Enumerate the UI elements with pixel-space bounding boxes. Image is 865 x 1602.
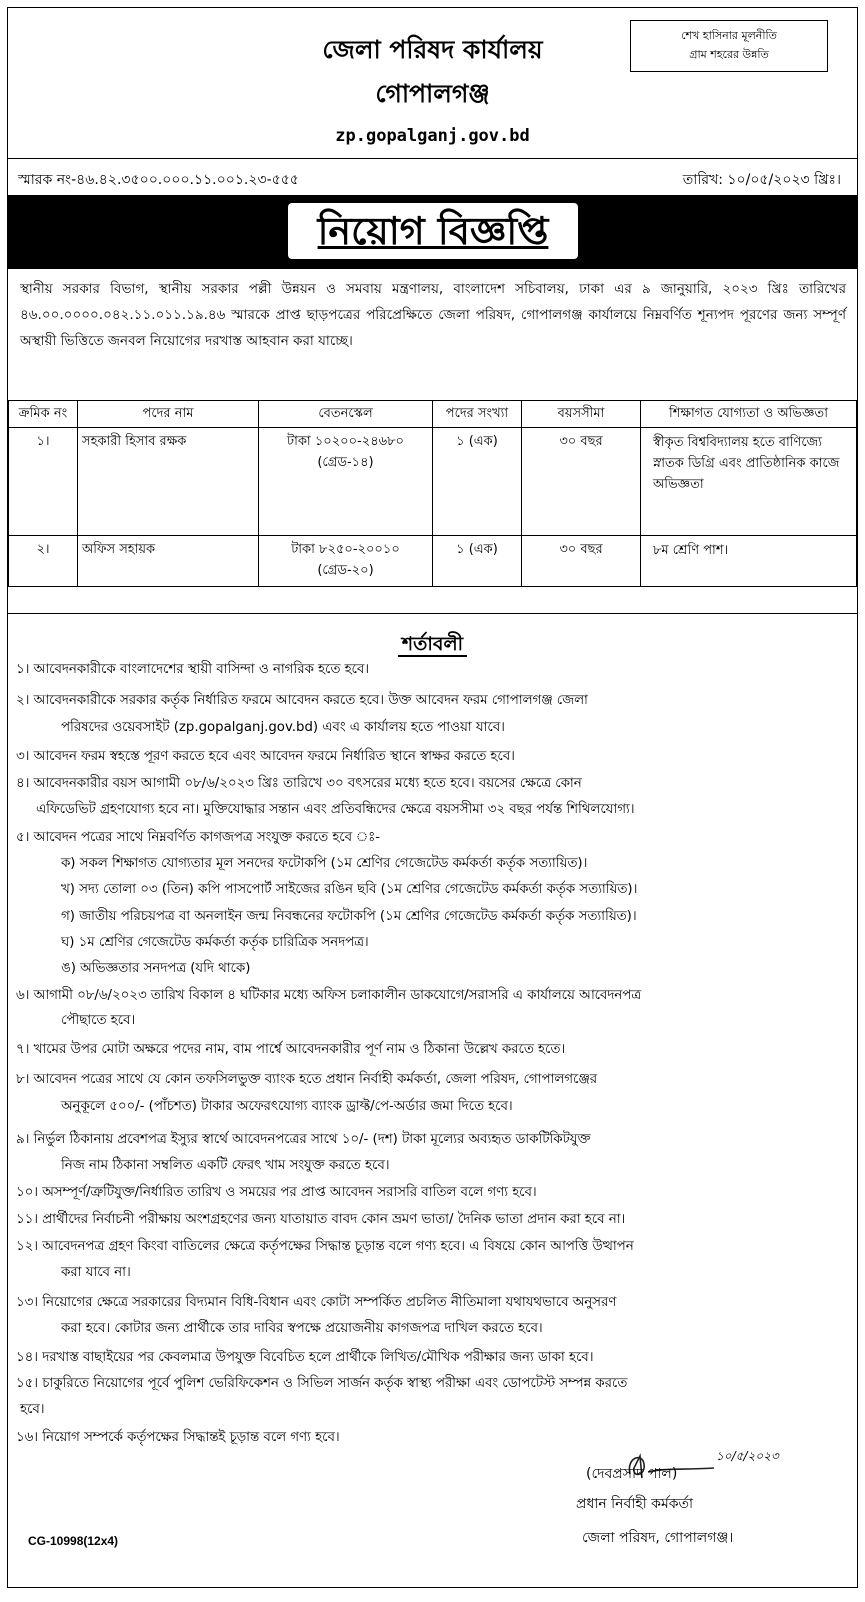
row-age: ৩০ বছর	[522, 536, 641, 587]
signatory-organization: জেলা পরিষদ, গোপালগঞ্জ।	[582, 1530, 734, 1546]
row-grade: (গ্রেড-২০)	[317, 563, 374, 578]
term-5-gha: ঘ) ১ম শ্রেণির গেজেটেড কর্মকর্তা কর্তৃক চারিত্রিক সনদপত্র।	[61, 935, 369, 950]
col-qualification: শিক্ষাগত যোগ্যতা ও অভিজ্ঞতা	[641, 401, 857, 428]
issue-date: তারিখ: ১০/০৫/২০২৩ খ্রিঃ।	[682, 172, 841, 188]
col-serial: ক্রমিক নং	[9, 401, 78, 428]
col-age: বয়সসীমা	[522, 401, 641, 428]
term-9-line-1: ৯। নির্ভুল ঠিকানায় প্রবেশপত্র ইস্যুর স্বার্থে আবেদনপত্রের সাথে ১০/- (দশ) টাকা মূল্যের অব্যহৃত ডাকটিকিটযুক্ত	[16, 1132, 591, 1147]
term-5-kha: খ) সদ্য তোলা ০৩ (তিন) কপি পাসপোর্ট সাইজের রঙিন ছবি (১ম শ্রেণির গেজেটেড কর্মকর্তা কর্তৃক সত্যায়িত)।	[61, 882, 638, 897]
term-10: ১০। অসম্পূর্ণ/ত্রুটিযুক্ত/নির্ধারিত তারিখ ও সময়ের পর প্রাপ্ত আবেদন সরাসরি বাতিল বলে গণ্য হবে।	[16, 1185, 537, 1200]
table-header-row	[9, 401, 857, 428]
table-row	[9, 536, 857, 587]
website: zp.gopalganj.gov.bd	[335, 126, 530, 146]
term-15-line-1: ১৫। চাকুরিতে নিয়োগের পূর্বে পুলিশ ভেরিফিকেশন ও সিভিল সার্জন কর্তৃক স্বাস্থ্য পরীক্ষা এবং ডোপটেস্ট সম্পন্ন করতে	[16, 1376, 628, 1391]
job-circular-document	[7, 7, 858, 1588]
signatory-name: (দেবপ্রসাদ পাল)	[586, 1466, 678, 1482]
term-13-line-2: করা হবে। কোটার জন্য প্রার্থীকে তার দাবির স্বপক্ষে প্রয়োজনীয় কাগজপত্র দাখিল করতে হবে।	[61, 1321, 543, 1336]
table-divider	[8, 613, 857, 614]
title-banner	[8, 195, 857, 269]
col-count: পদের সংখ্যা	[433, 401, 522, 428]
memo-number: স্মারক নং-৪৬.৪২.৩৫০০.০০০.১১.০০১.২৩-৫৫৫	[18, 172, 299, 188]
notice-title: নিয়োগ বিজ্ঞপ্তি	[288, 203, 578, 259]
terms-heading-text: শর্তাবলী	[398, 633, 467, 657]
office-name: জেলা পরিষদ কার্যালয়	[322, 35, 543, 64]
term-7: ৭। খামের উপর মোটা অক্ষরে পদের নাম, বাম পার্শ্বে আবেদনকারীর পূর্ণ নাম ও ঠিকানা উল্লেখ করতে হতে।	[16, 1042, 566, 1057]
term-6-line-2: পৌছাতে হবে।	[61, 1013, 136, 1028]
intro-paragraph: স্থানীয় সরকার বিভাগ, স্থানীয় সরকার পল্লী উন্নয়ন ও সমবায় মন্ত্রণালয়, বাংলাদেশ সচিবালয়, ঢাকা এর ৯ জানুয়ারি, ২০২৩ খ্রিঃ তারিখের ৪৬.০০.০০০০.০৪২.১১.০১১.১৯.৪৬ স্মারকে প্রাপ্ত ছাড়পত্রের পরিপ্রেক্ষিতে জেলা পরিষদ, গোপালগঞ্জ কার্যালয়ে নিম্নবর্ণিত শূন্যপদ পূরণের জন্য সম্পূর্ণ অস্থায়ী ভিত্তিতে জনবল নিয়োগের দরখাস্ত আহবান করা যাচ্ছে।	[20, 281, 846, 349]
term-6-line-1: ৬। আগামী ০৮/৬/২০২৩ তারিখ বিকাল ৪ ঘটিকার মধ্যে অফিস চলাকালীন ডাকযোগে/সরাসরি এ কার্যালয়ে আবেদনপত্র	[16, 988, 642, 1003]
footer-code: CG-10998(12x4)	[28, 1534, 119, 1548]
col-scale: বেতনস্কেল	[259, 401, 433, 428]
row-age: ৩০ বছর	[522, 428, 641, 536]
term-3: ৩। আবেদন ফরম স্বহস্তে পূরণ করতে হবে এবং আবেদন ফরমে নির্ধারিত স্থানে স্বাক্ষর করতে হবে।	[16, 749, 515, 764]
term-9-line-2: নিজ নাম ঠিকানা সম্বলিত একটি ফেরৎ খাম সংযুক্ত করতে হবে।	[61, 1158, 390, 1173]
header-divider	[8, 158, 857, 159]
term-5-ka: ক) সকল শিক্ষাগত যোগ্যতার মূল সনদের ফটোকপি (১ম শ্রেণির গেজেটেড কর্মকর্তা কর্তৃক সত্যায়িত)।	[61, 856, 588, 871]
col-post: পদের নাম	[78, 401, 259, 428]
term-8-line-2: অনুকূলে ৫০০/- (পাঁচশত) টাকার অফেরৎযোগ্য ব্যাংক ড্রাফ্ট/পে-অর্ডার জমা দিতে হবে।	[61, 1099, 513, 1114]
row-post: অফিস সহায়ক	[78, 536, 259, 587]
term-2-line-1: ২। আবেদনকারীকে সরকার কর্তৃক নির্ধারিত ফরমে আবেদন করতে হবে। উক্ত আবেদন ফরম গোপালগঞ্জ জেলা	[16, 693, 588, 708]
motto-line-2: গ্রাম শহরের উন্নতি	[689, 48, 769, 61]
term-5-ga: গ) জাতীয় পরিচয়পত্র বা অনলাইন জন্ম নিবন্ধনের ফটোকপি (১ম শ্রেণির গেজেটেড কর্মকর্তা কর্তৃক সত্যায়িত)।	[61, 909, 637, 924]
row-grade: (গ্রেড-১৪)	[317, 455, 374, 470]
row-serial: ১।	[9, 428, 78, 536]
row-serial: ২।	[9, 536, 78, 587]
row-scale-amount: টাকা ১০২০০-২৪৬৮০	[286, 434, 405, 449]
term-1: ১। আবেদনকারীকে বাংলাদেশের স্থায়ী বাসিন্দা ও নাগরিক হতে হবে।	[16, 662, 370, 677]
handwritten-date: ১০/৫/২০২৩	[716, 1449, 779, 1463]
row-scale-amount: টাকা ৮২৫০-২০০১০	[291, 542, 400, 557]
term-14: ১৪। দরখাস্ত বাছাইয়ের পর কেবলমাত্র উপযুক্ত বিবেচিত হলে প্রার্থীকে লিখিত/মৌখিক পরীক্ষার জন্য ডাকা হবে।	[16, 1350, 594, 1365]
signatory-designation: প্রধান নির্বাহী কর্মকর্তা	[576, 1496, 694, 1512]
row-count: ১ (এক)	[433, 536, 522, 587]
term-12-line-1: ১২। আবেদনপত্র গ্রহণ কিংবা বাতিলের ক্ষেত্রে কর্তৃপক্ষের সিদ্ধান্ত চূড়ান্ত বলে গণ্য হবে। এ বিষয়ে কোন আপত্তি উত্থাপন	[16, 1239, 634, 1254]
term-5: ৫। আবেদন পত্রের সাথে নিম্নবর্ণিত কাগজপত্র সংযুক্ত করতে হবে ঃ-	[16, 830, 381, 845]
term-4-line-1: ৪। আবেদনকারীর বয়স আগামী ০৮/৬/২০২৩ খ্রিঃ তারিখে ৩০ বৎসরের মধ্যে হতে হবে। বয়সের ক্ষেত্রে কোন	[16, 776, 582, 791]
row-scale	[259, 536, 433, 587]
table-row	[9, 428, 857, 536]
term-2-line-2: পরিষদের ওয়েবসাইট (zp.gopalganj.gov.bd) এবং এ কার্যালয় হতে পাওয়া যাবে।	[61, 720, 505, 735]
term-11: ১১। প্রার্থীদের নির্বাচনী পরীক্ষায় অংশগ্রহণের জন্য যাতায়াত বাবদ কোন ভ্রমণ ভাতা/ দৈনিক ভাতা প্রদান করা হবে না।	[16, 1212, 626, 1227]
term-5-uma: ঙ) অভিজ্ঞতার সনদপত্র (যদি থাকে)	[61, 961, 251, 976]
vacancy-table	[8, 400, 857, 587]
district-name: গোপালগঞ্জ	[375, 79, 490, 108]
term-8-line-1: ৮। আবেদন পত্রের সাথে যে কোন তফসিলভুক্ত ব্যাংক হতে প্রধান নির্বাহী কর্মকর্তা, জেলা পরিষদ, গোপালগঞ্জের	[16, 1072, 598, 1087]
term-15-line-2: হবে।	[20, 1402, 45, 1417]
row-count: ১ (এক)	[433, 428, 522, 536]
term-4-line-2: এফিডেভিট গ্রহণযোগ্য হবে না। মুক্তিযোদ্ধার সন্তান এবং প্রতিবন্ধিদের ক্ষেত্রে বয়সসীমা ৩২ বছর পর্যন্ত শিথিলযোগ্য।	[36, 802, 635, 817]
term-13-line-1: ১৩। নিয়োগের ক্ষেত্রে সরকারের বিদ্যমান বিধি-বিধান এবং কোটা সম্পর্কিত প্রচলিত নীতিমালা যথাযথভাবে অনুসরণ	[16, 1295, 617, 1310]
term-16: ১৬। নিয়োগ সম্পর্কে কর্তৃপক্ষের সিদ্ধান্তই চূড়ান্ত বলে গণ্য হবে।	[16, 1430, 340, 1445]
motto-line-1: শেখ হাসিনার মূলনীতি	[681, 29, 777, 42]
row-qualification: ৮ম শ্রেণি পাশ।	[641, 536, 857, 587]
row-scale	[259, 428, 433, 536]
row-post: সহকারী হিসাব রক্ষক	[78, 428, 259, 536]
term-12-line-2: করা যাবে না।	[61, 1265, 131, 1280]
row-qualification: স্বীকৃত বিশ্ববিদ্যালয় হতে বাণিজ্যে স্নাতক ডিগ্রি এবং প্রাতিষ্ঠানিক কাজে অভিজ্ঞতা	[641, 428, 857, 536]
